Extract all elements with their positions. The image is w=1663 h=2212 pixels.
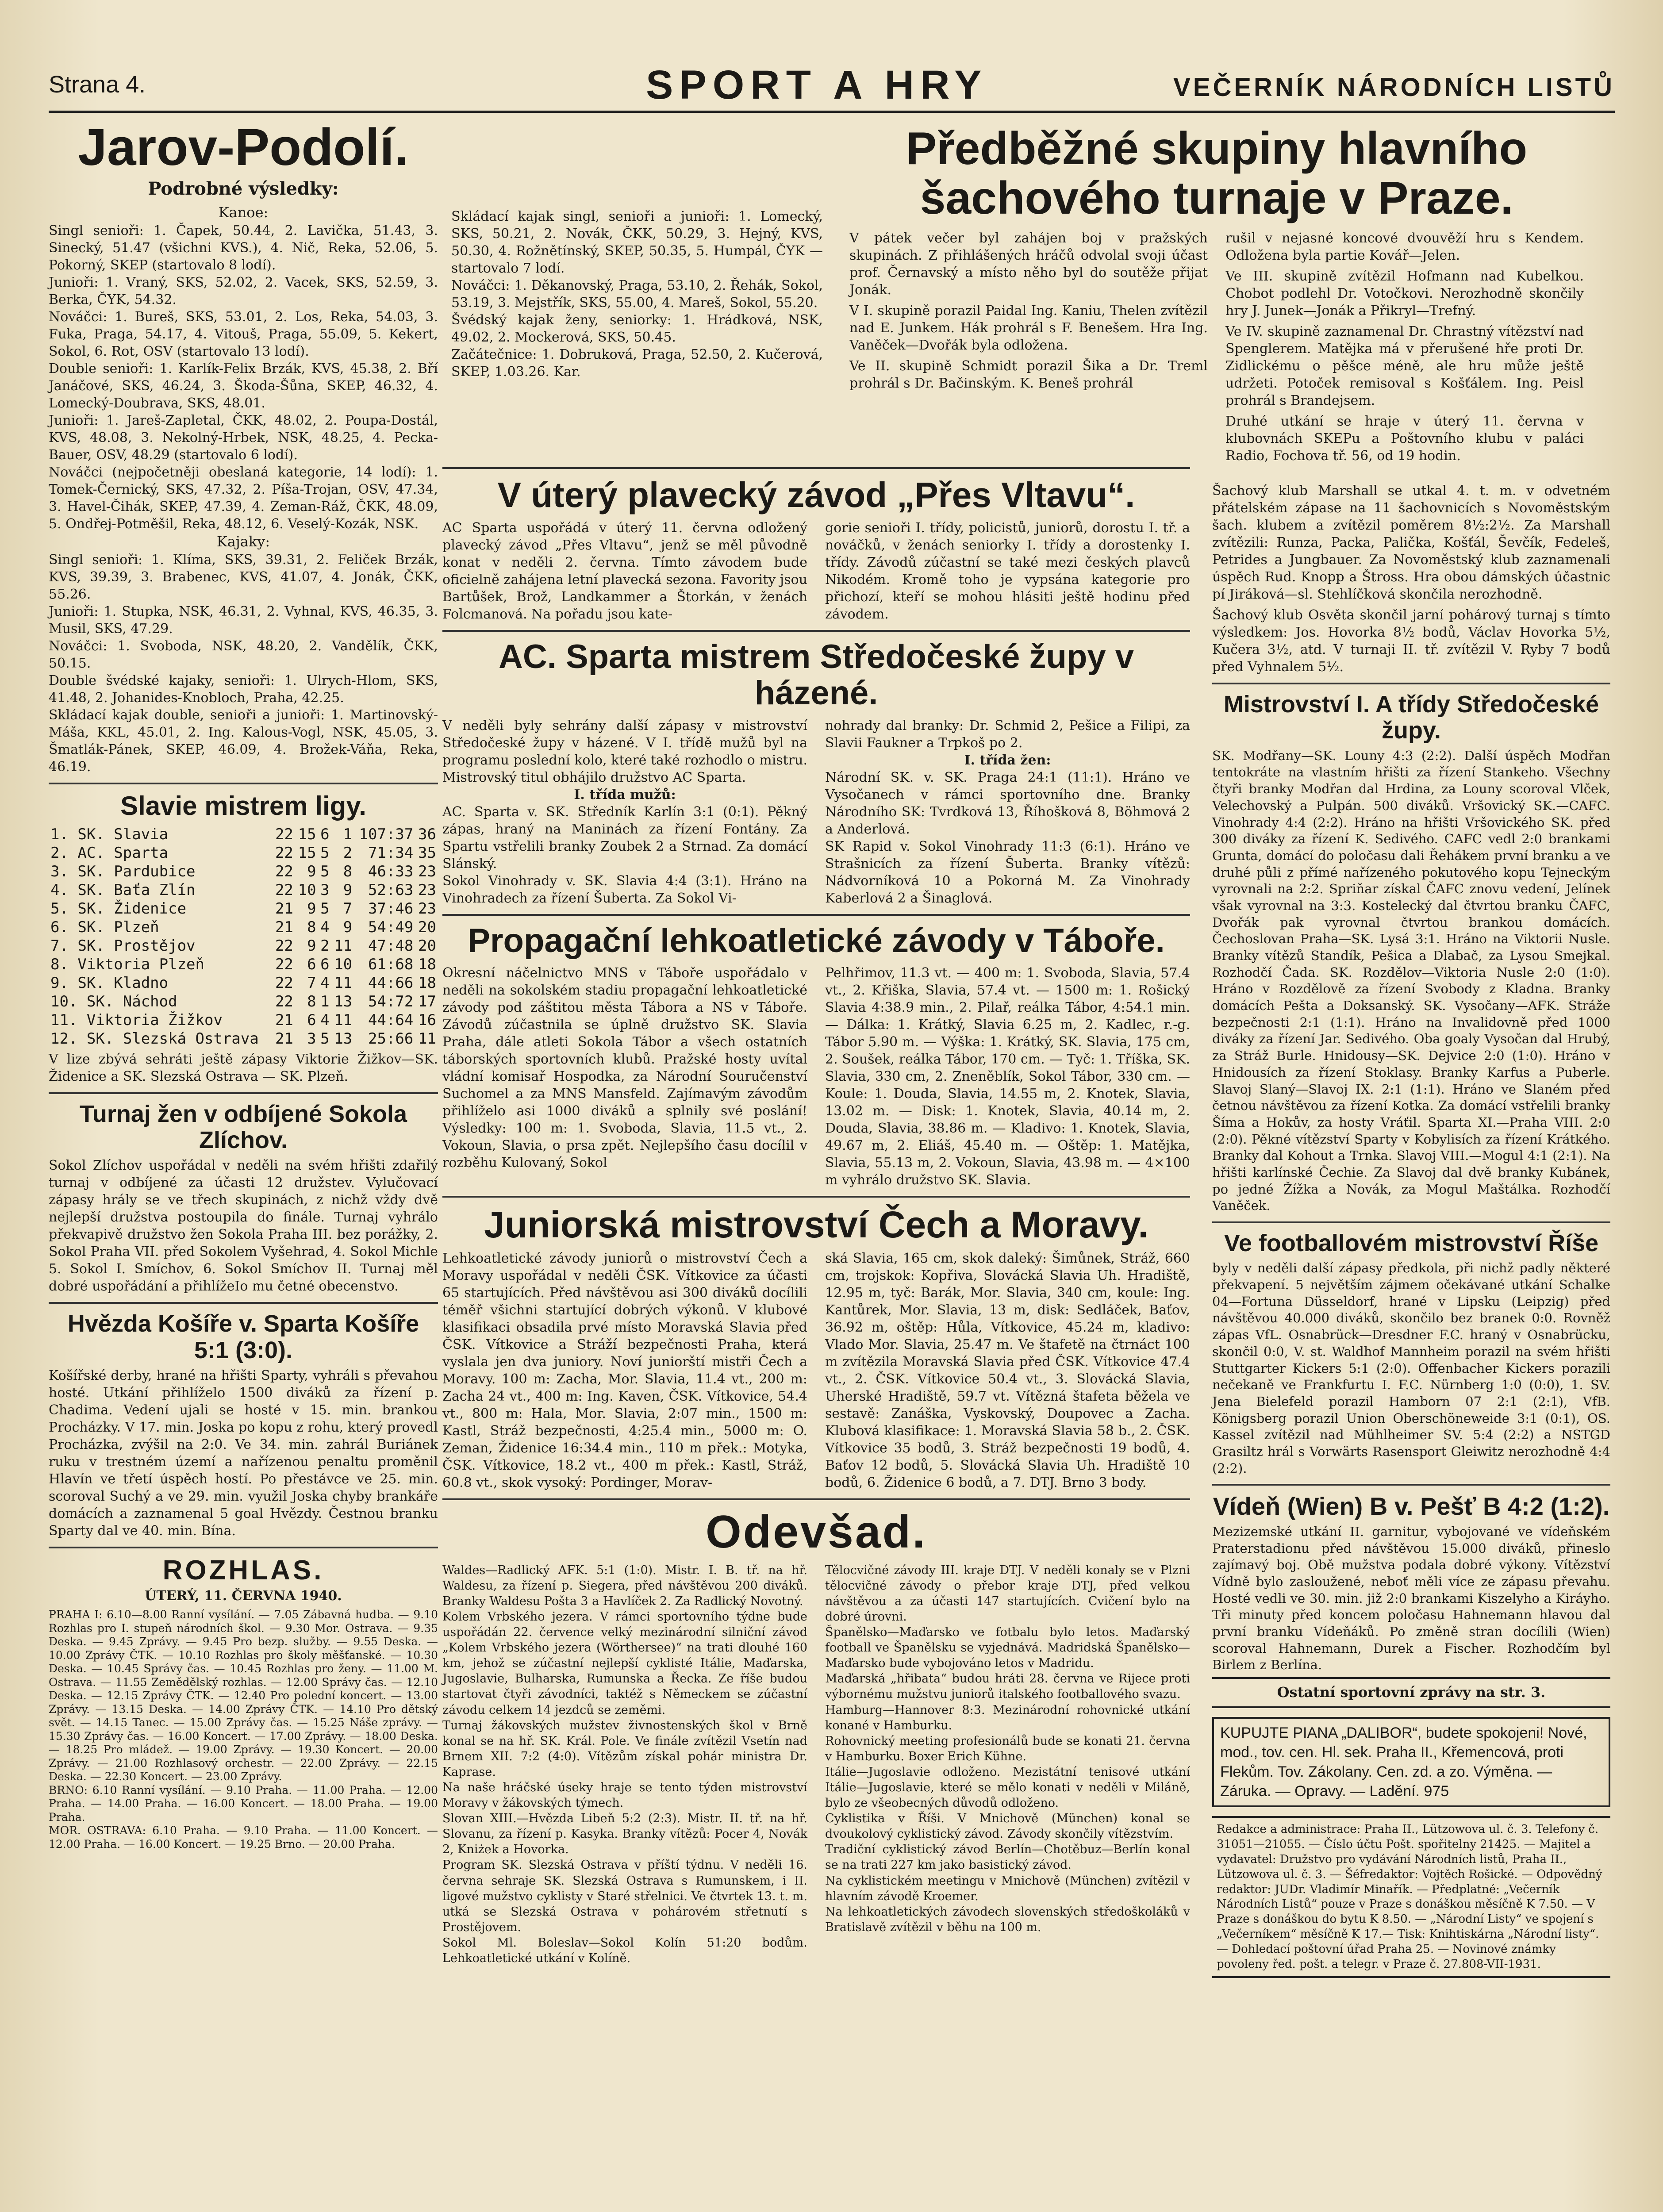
chess-para: Druhé utkání se hraje v úterý 11. června v klubovnách SKEPu a Poštovního klubu v paláci Radio, Fochova tř. 56, od 19 hodin. — [1225, 413, 1584, 464]
jarov-subtitle: Podrobné výsledky: — [148, 178, 339, 200]
hazena-para: nohrady dal branky: Dr. Schmid 2, Pešice a Filipi, za Slavii Faukner a Trpkoš po 2. — [825, 718, 1190, 751]
league-value: 6 — [307, 1011, 316, 1029]
jarov-item: Double švédské kajaky, senioři: 1. Ulrych-Hlom, SKS, 41.48, 2. Johanides-Knobloch, Praha, 42.25. — [49, 672, 438, 706]
league-value: 37:46 — [368, 899, 414, 918]
chess-para: Ve III. skupině zvítězil Hofmann nad Kubelkou. Chobot podlehl Dr. Votočkovi. Nerozhodně skončily hry J. Junek—Jonák a Přikryl—Trefný. — [1225, 268, 1584, 319]
divider — [442, 630, 1190, 632]
league-value: 10 — [334, 955, 353, 973]
tabor-text-a: Okresní náčelnictvo MNS v Táboře uspořádalo v neděli na sokolském stadiu propagační lehkoatletické závody pod záštitou města Tábora a NS v Táboře. Závodů zúčastnila se úplně družstvo SK. Slavia Praha, dále atleti Sokola Tábor a všech ostatních táborských sportovních klubů. Pražské hosty uvítal vládní komisař Hospodka, za Národní Souručenství Suchomel a za MNS Mansfeld. Zajímavým závodům přihlíželo asi 1000 diváků a splnily své poslání! Výsledky: 100 m: 1. Svoboda, Slavia, 11.5 vt., 2. Vokoun, Slavia, o prsa zpět. Nejlepšího času docílil v rozběhu Kulovaný, Sokol — [442, 965, 807, 1171]
turnaj-text: Sokol Zlíchov uspořádal v neděli na svém hřišti zdařilý turnaj v odbíjené za účasti 12 družstev. Vylučovací zápasy hrály se ve třech skupinách, z nichž vždy dvě nejlepší družstva postoupila do finále. Turnaj vyhrálo překvapivě družstvo žen Sokola Praha III. bez porážky, 2. Sokol Praha VII. před Sokolem Vyšehrad, 4. Sokol Michle 5. Sokol I. Smíchov, 6. Sokol Smíchov II. Turnaj měl dobré uspořádání a přihlížeIo mu četné obecenstvo. — [49, 1158, 438, 1294]
league-value: 36 — [418, 825, 436, 843]
odevsad-item: Slovan XIII.—Hvězda Libeň 5:2 (2:3). Mistr. II. tř. na hř. Slovanu, za řízení p. Kasyka. Branky vítězů: Pocer 4, Novák 2, Kniżek a Hovorka. — [442, 1812, 807, 1857]
jarov-item: Kajaky: — [216, 533, 270, 550]
odevsad-item: Tradiční cyklistický závod Berlín—Chotěbuz—Berlín konal se na trati 227 km jako basistický závod. — [825, 1843, 1190, 1872]
mistrovstvi-text: SK. Modřany—SK. Louny 4:3 (2:2). Další úspěch Modřan tentokráte na vlastním hřišti za řízení Stankeho. Všechny čtyři branky Modřan dal Hrdina, za Louny scoroval Vlček, Velechovský a Pulpán. 500 diváků. Vršovický SK.—CAFC. Vinohrady 4:4 (2:2). Hráno na hřišti Vršovického SK. před 300 diváky za řízení K. Sedivého. CAFC vedl 2:0 brankami Grunta, domácí do poločasu dali Řehákem první branku a ve druhé půli z přímé nařízeného pokutového kopu Tejneckým vyrovnali na 2:2. Spriňar získal ČAFC znovu vedení, Jelínek však vyrovnal na 3:3. Kostelecký dal čtvrtou branku ČAFC, Dvořák pak vyrovnal čtvrtou brankou domácích. Čechoslovan Praha—SK. Lysá 3:1. Hráno na Viktorii Nusle. Branky vítězů Standík, Pešica a Dlabač, za Lysou Smejkal. Rozhodčí Čada. SK. Rozdělov—Viktoria Nusle 2:0 (1:0). Hráno v Rozdělově za řízení Svobody z Kladna. Branky domácích Pešta a Doksanský. SK. Vysočany—AFK. Stráže bezpečnosti 2:1 (1:1). Hráno na Invalidovně před 1000 diváky za řízení Jar. Sedivého. Oba goaly Vysočan dal Hrubý, za Stráž Burle. Hnidousy—SK. Dejvice 2:0 (1:0). Hráno v Hnidousích za řízení Stoklasy. Branky Karfus a Puberle. Slavoj Slaný—Slavoj IX. 2:1 (1:1). Hráno ve Slaném před četnou návštěvou za řízení Kotka. Za domácí vstřelili branky Šíma a Hokův, za hosty Vráťil. Sparta XI.—Praha VIII. 2:0 (2:0). Pěkné vítězství Sparty v Kobylisích za řízení Krátkého. Branky dal Kohout a Trnka. Slavoj VIII.—Mogul 4:1 (2:1). Na hřišti karlínské Čechie. Za Slavoj dal dvě branky Kubánek, po jedné Žížka a Novák, za Mogul Maštálka. Rozhodčí Vaněček. — [1212, 748, 1610, 1214]
league-value: 4 — [320, 918, 330, 936]
divider — [49, 1547, 438, 1548]
junior-text-b: ská Slavia, 165 cm, skok daleký: Šimůnek, Stráž, 660 cm, trojskok: Kopřiva, Slovácká Slavia Uh. Hradiště, 12.95 m, tyč: Barák, Mor. Slavia, 340 cm, koule: Ing. Kantůrek, Mor. Slavia, 13 m, disk: Sedláček, Baťov, 36.92 m, oštěp: Hůla, Vítkovice, 45.24 m, kladivo: Vlado Mor. Slavia, 25.47 m. Ve štafetě na čtrnáct 100 m zvítězila Moravská Slavia před ČSK. Vítkovice 47.4 vt., 2. ČSK. Vítkovice 50.4 vt., 3. Slovácká Slavia, Uherské Hradiště, 59.7 vt. Vítězná štafeta běžela ve sestavě: Zanáška, Vyskovský, Doupovec a Zacha. Klubová klasifikace: 1. Moravská Slavia 58 b., 2. ČSK. Vítkovice 35 bodů, 3. Stráž bezpečnosti 19 bodů, 4. Baťov 12 bodů, 5. Slovácká Slavia Uh. Hradiště 10 bodů, 6. Židenice 6 bodů, a 7. DTJ. Brno 3 body. — [825, 1251, 1190, 1491]
chess-para: V I. skupině porazil Paidal Ing. Kaniu, Thelen zvítězil nad E. Junkem. Hák prohrál s F. Benešem. Hra Ing. Vaněček—Dvořák byla odložena. — [849, 303, 1208, 353]
league-value: 15 — [298, 825, 316, 843]
odevsad-item: Tělocvičné závody III. kraje DTJ. V neděli konaly se v Plzni tělocvičné závody o přebor kraje DTJ, před velkou návštěvou a za účasti 147 startujících. Cvičení bylo na dobré úrovni. — [825, 1563, 1190, 1624]
page-header — [49, 62, 1615, 113]
odevsad-item: Kolem Vrbského jezera. V rámci sportovního týdne bude uspořádán 22. července velký mezinárodní silniční závod „Kolem Vrbského jezera (Wörthersee)“ na trati dlouhé 160 km, jehož se zúčastní nejlepší cyklisté Itálie, Maďarska, Jugoslavie, Bulharska, Rumunska a Řecka. Ze říše budou startovat čtyři závodníci, taktéž s Německem se zúčastní závodu celkem 14 jezdců se zeměmi. — [442, 1609, 807, 1717]
league-value: 8 — [343, 862, 353, 880]
chess-section — [849, 124, 1584, 468]
jarov-item: Skládací kajak singl, senioři a junioři: 1. Lomecký, SKS, 50.21, 2. Novák, ČKK, 50.29, 3. Hejný, KVS, 50.30, 4. Rožnětínský, SKEP, 50.35, 5. Humpál, ČYK — startovalo 7 lodí. — [451, 209, 823, 276]
jarov-item: Skládací kajak double, senioři a junioři: 1. Martinovský-Máša, KKL, 45.01, 2. Ing. Kalous-Vogl, NSK, 45.05, 3. Šmatlák-Pánek, SKEP, 46.09, 4. Brožek-Váňa, Reka, 46.19. — [49, 707, 438, 775]
league-value: 23 — [418, 881, 436, 899]
divider — [49, 783, 438, 784]
odevsad-item: Hamburg—Hannover 8:3. Mezinárodní rohovnické utkání konané v Hamburku. — [825, 1703, 1190, 1732]
plavecky-text-a: AC Sparta uspořádá v úterý 11. června odložený plavecký závod „Přes Vltavu“, jenž se měl původně konat v neděli 2. června. Tímto závodem bude oficielně zahájena letní plavecká sezona. Favority jsou Bartůšek, Brož, Landkammer a Štorkán, v ženách Folcmanová. Na pořadu jsou kate- — [442, 520, 807, 622]
rise-title: Ve footballovém mistrovství Říše — [1224, 1230, 1599, 1257]
league-value: 11 — [334, 937, 353, 955]
odevsad-item: Waldes—Radlický AFK. 5:1 (1:0). Mistr. I. B. tř. na hř. Waldesu, za řízení p. Siegera, před návštěvou 200 diváků. Branky Waldesu Pošta 3 a Havlíček 2. Za Radlický Novotný. — [442, 1563, 807, 1608]
league-team: 8. Viktoria Plzeň — [50, 955, 204, 973]
league-team: 4. SK. Baťa Zlín — [50, 881, 196, 899]
hazena-para: V neděli byly sehrány další zápasy v mistrovství Středočeské župy v házené. V I. třídě mužů byl na programu poslední kolo, které také rozhodlo o mistru. Mistrovský titul obhájilo družstvo AC Sparta. — [442, 718, 807, 785]
league-value: 10 — [298, 881, 316, 899]
chess-title: Předběžné skupiny hlavního šachového turnaje v Praze. — [906, 123, 1528, 224]
league-value: 22 — [275, 955, 293, 973]
league-value: 25:66 — [368, 1029, 414, 1048]
league-value: 22 — [275, 937, 293, 955]
jarov-item: Singl senioři: 1. Klíma, SKS, 39.31, 2. Feliček Brzák, KVS, 39.39, 3. Brabenec, KVS, 41.07, 4. Jonák, ČKK, 55.26. — [49, 552, 438, 602]
league-value: 3 — [307, 1029, 316, 1048]
junior-text-a: Lehkoatletické závody juniorů o mistrovství Čech a Moravy uspořádal v neděli ČSK. Vítkovice za účasti 65 startujících. Před návštěvou asi 300 diváků docílili téměř všichni startující dobrých výkonů. V klubové klasifikaci obsadila prvé místo Moravská Slavia před ČSK. Vítkovice a Stráží bezpečnosti Praha, která vyslala jen dva juniory. Noví juniorští mistři Čech a Moravy. 100 m: Zacha, Mor. Slavia, 11.4 vt., 200 m: Zacha 24 vt., 400 m: Ing. Kaven, ČSK. Vítkovice, 54.4 vt., 800 m: Hala, Mor. Slavia, 2:07 min., 1500 m: Kastl, Stráž bezpečnosti, 4:25.4 min., 5000 m: O. Zeman, Židenice 16:34.4 min., 110 m přek.: Motyka, ČSK. Vítkovice, 18.2 vt., 400 m přek.: Kastl, Stráž, 60.8 vt., skok vysoký: Pordinger, Morav- — [442, 1251, 807, 1491]
league-row — [49, 862, 438, 881]
piano-ad: KUPUJTE PIANA „DALIBOR“, budete spokojeni! Nové, mod., tov. cen. Hl. sek. Praha II., Křemencová, proti Flekům. Tov. Zákolany. Cen. zd. a zo. Výměna. — Záruka. — Opravy. — Ladění. 975 — [1212, 1717, 1610, 1808]
league-value: 21 — [275, 918, 293, 936]
hazena-subhead: I. třída mužů: — [574, 787, 676, 803]
junior-title: Juniorská mistrovství Čech a Moravy. — [484, 1203, 1148, 1245]
league-value: 17 — [418, 992, 436, 1010]
divider — [442, 1498, 1190, 1500]
divider — [1212, 1221, 1610, 1223]
jarov-item: Double senioři: 1. Karlík-Felix Brzák, KVS, 45.38, 2. Bří Janáčové, SKS, 46.24, 3. Škoda-Šůna, SKEP, 46.32, 4. Lomecký-Doubrava, SKS, 48.01. — [49, 361, 438, 411]
jarov-item: Nováčci: 1. Děkanovský, Praga, 53.10, 2. Řehák, Sokol, 53.19, 3. Mejstřík, SKS, 55.00, 4. Mareš, Sokol, 55.20. — [451, 278, 823, 311]
league-value: 21 — [275, 899, 293, 918]
imprint: Redakce a administrace: Praha II., Lützowova ul. č. 3. Telefony č. 31051—21055. — Číslo účtu Pošt. spořitelny 21425. — Majitel a vydavatel: Družstvo pro vydávání Národních listů, Praha II., Lützowova ul. č. 3. — Šéfredaktor: Vojtěch Rošické. — Odpovědný redaktor: JUDr. Vladimír Minařík. — Předplatné: „Večerník Národních Listů“ pouze v Praze s donáškou měsíčně K 7.50. — V Praze s donáškou do bytu K 8.50. — „Národní Listy“ ve spojení s „Večerníkem“ měsíčně K 17.— Tisk: Knihtiskárna „Národní listy“. — Dohledací poštovní úřad Praha 25. — Novinové známky povoleny řed. pošt. a telegr. v Praze č. 27.808-VII-1931. — [1212, 1816, 1610, 1978]
rozhlas-title: ROZHLAS. — [162, 1555, 324, 1586]
odevsad-item: Sokol Ml. Boleslav—Sokol Kolín 51:20 bodům. Lehkoatletické utkání v Kolíně. — [442, 1936, 807, 1965]
league-value: 22 — [275, 992, 293, 1010]
odevsad-title: Odevšad. — [705, 1506, 927, 1558]
chess-col-a — [849, 230, 1208, 468]
league-value: 23 — [418, 899, 436, 918]
rise-text: byly v neděli další zápasy předkola, při nichž padly některé překvapení. 5 největším zájmem očekávané utkání Schalke 04—Fortuna Düsseldorf, hrané v Lipsku (Leipzig) před návštěvou 40.000 diváků, skončilo bez branek 0:0. Rovněž zápas VfL. Osnabrück—Dresdner F.C. hraný v Osnabrücku, skončil 0:0, V. st. Waldhof Mannheim porazil na svém hřišti Stuttgarter Kickers 5:1 (2:0). Offenbacher Kickers porazili nečekaně ve Frankfurtu I. F.C. Nürnberg 1:0 (0:0), 1. SV. Jena Bielefeld porazil Hamborn 07 2:1 (2:1), VfB. Königsberg porazil Union Oberschöneweide 3:1 (0:1), OS. Kassel zvítězil nad Mühlheimer SV. 5:4 (2:2) a NSTGD Grasiltz hrál s Vorwärts Rasensport Gleiwitz nerozhodně 4:4 (2:2). — [1212, 1260, 1610, 1476]
plavecky-text-b: gorie senioři I. třídy, policistů, juniorů, dorostu I. tř. a nováčků, v ženách seniorky I. třídy a dorostenky I. třídy. Závodů zúčastní se také mezi českých plavců Nikodém. Kromě toho je vypsána kategorie pro přichozí, kteří se mohou hlásiti ještě hodinu před závodem. — [825, 520, 1190, 622]
jarov-item: Junioři: 1. Stupka, NSK, 46.31, 2. Vyhnal, KVS, 46.35, 3. Musil, SKS, 47.29. — [49, 603, 438, 637]
league-row — [49, 937, 438, 955]
league-value: 5 — [320, 862, 330, 880]
league-value: 2 — [320, 937, 330, 955]
league-team: 11. Viktoria Žižkov — [50, 1011, 223, 1029]
league-value: 22 — [275, 862, 293, 880]
section-title: SPORT A HRY — [646, 62, 988, 108]
right-column — [1212, 482, 1610, 1978]
league-value: 7 — [343, 899, 353, 918]
tabor-columns — [442, 964, 1190, 1189]
chess-columns — [849, 230, 1584, 468]
hazena-columns — [442, 717, 1190, 907]
league-team: 10. SK. Náchod — [50, 992, 177, 1010]
league-value: 22 — [275, 974, 293, 992]
odevsad-item: Itálie—Jugoslavie odloženo. Mezistátní tenisové utkání Itálie—Jugoslavie, které se mělo konati v neděli v Miláně, bylo ze všeobecných důvodů odloženo. — [825, 1765, 1190, 1810]
hazena-para: AC. Sparta v. SK. Středník Karlín 3:1 (0:1). Pěkný zápas, hraný na Maninách za řízení Fontány. Za Spartu vstřelili branky Zoubek 2 a Strnad. Za domácí Slánský. — [442, 804, 807, 872]
odevsad-item: Na lehkoatletických závodech slovenských středoškoláků v Bratislavě zvítězil v běhu na 100 m. — [825, 1905, 1190, 1934]
middle-section — [442, 460, 1190, 1966]
hvezda-text: Košířské derby, hrané na hřišti Sparty, vyhráli s převahou hosté. Utkání přihlíželo 1500 diváků za řízení p. Chadima. Vedení ujali se hosté v 15. min. brankou Procházky. V 17. min. Joska po kopu z rohu, který provedl Procházka, zvýšil na 2:0. Ve 34. min. zahrál Buriánek ruku v trestném území a nařízenou penaltu proměnil Hlavín ve třetí úspěch hostí. Po přestávce ve 25. min. scoroval Suchý a ve 29. min. využil Joska chyby brankáře domácích a zaznamenal 5 goal Hvězdy. Čestnou branku Sparty dal ve 40. min. Bína. — [49, 1368, 438, 1539]
plavecky-columns — [442, 519, 1190, 623]
hazena-para: SK Rapid v. Sokol Vinohrady 11:3 (6:1). Hráno ve Strašnicích za řízení Šuberta. Branky vítězů: Nádvorníková 10 a Pokorná M. Za Vinohrady Kaberlová 2 a Šinaglová. — [825, 838, 1190, 906]
league-team: 6. SK. Plzeň — [50, 918, 159, 936]
odevsad-item: Španělsko—Maďarsko ve fotbalu bylo letos. Maďarský football ve Španělsku se vyjednává. Madridská Španělsko—Maďarsko bude vybojováno letos v Madridu. — [825, 1625, 1190, 1671]
league-value: 18 — [418, 955, 436, 973]
league-value: 16 — [418, 1011, 436, 1029]
jarov-item: Kanoe: — [218, 204, 269, 221]
league-value: 21 — [275, 1011, 293, 1029]
jarov-item: Nováčci (nejpočetněji obeslaná kategorie, 14 lodí): 1. Tomek-Černický, SKS, 47.32, 2. Píša-Trojan, OSV, 47.34, 3. Havel-Čihák, SKEP, 47.39, 4. Zeman-Ráž, ČKK, 48.09, 5. Ondřej-Potměšil, Reka, 48.12, 6. Veselý-Kozák, NSK. — [49, 465, 438, 532]
league-team: 9. SK. Kladno — [50, 974, 169, 992]
rozhlas-date: ÚTERÝ, 11. ČERVNA 1940. — [145, 1588, 342, 1604]
osveta-text: Šachový klub Osvěta skončil jarní pohárový turnaj s tímto výsledkem: Jos. Hovorka 8½ bodů, Václav Hovorka 5½, Kučera 3½, atd. V turnaji II. tř. zvítězil V. Ryby 7 bodů před Vyhnalem 5½. — [1212, 607, 1610, 675]
viden-text: Mezizemské utkání II. garnitur, vybojované ve vídeňském Praterstadionu před návštěvou 15.000 diváků, přineslo zajímavý boj. Obě mužstva podala dobré výkony. Vítězství Vídně bylo zasloužené, neboť měli více ze zápasu převahu. Hosté vedli ve 30. min. již 2:0 brankami Kiszelyho a Kiráyho. Tři minuty před koncem poločasu Hahnemann hlavou dal první branku Vídeňáků. Po změně stran docílili (Wien) scoroval Hahnemann, Durek a Fischer. Rozhodčím byl Birlem z Berlína. — [1212, 1524, 1610, 1673]
left-column — [49, 119, 438, 1851]
league-value: 6 — [320, 825, 330, 843]
divider — [1212, 1484, 1610, 1486]
league-value: 11 — [418, 1029, 436, 1048]
league-row — [49, 974, 438, 992]
league-value: 2 — [343, 844, 353, 862]
divider — [1212, 683, 1610, 684]
jarov-item: Junioři: 1. Vraný, SKS, 52.02, 2. Vacek, SKS, 52.59, 3. Berka, ČYK, 54.32. — [49, 275, 438, 308]
hazena-title: AC. Sparta mistrem Středočeské župy v házené. — [498, 638, 1134, 712]
league-team: 7. SK. Prostějov — [50, 937, 196, 955]
league-row — [49, 844, 438, 862]
league-team: 12. SK. Slezská Ostrava — [50, 1029, 259, 1048]
league-value: 61:68 — [368, 955, 414, 973]
odevsad-item: Program SK. Slezská Ostrava v příští týdnu. V neděli 16. června sehraje SK. Slezská Ostrava s Rumunskem, i II. ligové mužstvo cyklisty v Staré střelnici. Ve čtvrtek 13. t. m. utká se Slezská Ostrava v pohárovém střetnutí s Prostějovem. — [442, 1858, 807, 1934]
league-value: 7 — [307, 974, 316, 992]
tabor-title: Propagační lehkoatletické závody v Táboře. — [468, 922, 1165, 960]
league-value: 44:64 — [368, 1011, 414, 1029]
league-row — [49, 899, 438, 918]
league-value: 9 — [307, 937, 316, 955]
divider — [442, 1196, 1190, 1198]
league-team: 1. SK. Slavia — [50, 825, 169, 843]
league-value: 1 — [343, 825, 353, 843]
league-value: 52:63 — [368, 881, 414, 899]
league-value: 5 — [320, 899, 330, 918]
odevsad-item: Rohovnický meeting profesionálů bude se konati 21. června v Hamburku. Boxer Erich Kühne. — [825, 1734, 1190, 1763]
jarov-results-a — [49, 204, 438, 775]
rozhlas-ostrava: MOR. OSTRAVA: 6.10 Praha. — 9.10 Praha. — 11.00 Koncert. — 12.00 Praha. — 16.00 Koncert. — 19.25 Brno. — 20.00 Praha. — [49, 1824, 438, 1851]
league-value: 15 — [298, 844, 316, 862]
league-value: 8 — [307, 918, 316, 936]
mistrovstvi-title: Mistrovství I. A třídy Středočeské župy. — [1223, 691, 1599, 744]
league-value: 5 — [320, 1029, 330, 1048]
odevsad-item: Maďarská „hřibata“ budou hráti 28. června ve Rijece proti výbornému mužstvu juniorů italského footballového svazu. — [825, 1672, 1190, 1701]
league-value: 1 — [320, 992, 330, 1010]
odevsad-columns — [442, 1563, 1190, 1966]
league-value: 9 — [343, 881, 353, 899]
league-value: 9 — [307, 862, 316, 880]
league-team: 5. SK. Židenice — [50, 899, 187, 918]
league-value: 23 — [418, 862, 436, 880]
league-value: 4 — [320, 1011, 330, 1029]
viden-title: Vídeň (Wien) B v. Pešť B 4:2 (1:2). — [1213, 1492, 1610, 1521]
chess-para: rušil v nejasné koncové dvouvěží hru s Kendem. Odložena byla partie Kovář—Jelen. — [1225, 230, 1584, 263]
odevsad-item: Turnaj žákovských mužstev živnostenských škol v Brně konal se na hř. SK. Král. Pole. Ve finále zvítězil Vsetín nad Brnem XII. 7:2 (4:0). Vítězům získal pohár ministra Dr. Kaprase. — [442, 1718, 807, 1779]
league-team: 2. AC. Sparta — [50, 844, 169, 862]
divider — [442, 467, 1190, 469]
jarov-item: Nováčci: 1. Bureš, SKS, 53.01, 2. Los, Reka, 54.03, 3. Fuka, Praga, 54.17, 4. Vitouš, Praga, 55.09, 5. Kekert, Sokol, 6. Rot, OSV (startovalo 13 lodí). — [49, 309, 438, 360]
league-note: V lize zbývá sehráti ještě zápasy Viktorie Žižkov—SK. Židenice a SK. Slezská Ostrava — SK. Plzeň. — [49, 1051, 438, 1084]
jarov-item: Začátečnice: 1. Dobruková, Praga, 52.50, 2. Kučerová, SKEP, 1.03.26. Kar. — [451, 347, 823, 380]
rozhlas-brno: BRNO: 6.10 Ranní vysílání. — 9.10 Praha. — 11.00 Praha. — 12.00 Praha. — 14.00 Praha. — 16.00 Koncert. — 18.00 Praha. — 19.00 Praha. — [49, 1783, 438, 1824]
league-value: 3 — [320, 881, 330, 899]
odevsad-item: Na cyklistickém meetingu v Mnichově (München) zvítězil v hlavním závodě Kroemer. — [825, 1874, 1190, 1903]
league-value: 35 — [418, 844, 436, 862]
divider — [442, 914, 1190, 916]
league-value: 21 — [275, 1029, 293, 1048]
hazena-para: Sokol Vinohrady v. SK. Slavia 4:4 (3:1). Hráno na Vinohradech za řízení Šuberta. Za Sokol Vi- — [442, 873, 807, 906]
league-value: 9 — [343, 918, 353, 936]
league-row — [49, 955, 438, 974]
jarov-title: Jarov-Podolí. — [78, 118, 409, 177]
other-news-note: Ostatní sportovní zprávy na str. 3. — [1212, 1677, 1610, 1708]
hazena-para: Národní SK. v. SK. Praga 24:1 (11:1). Hráno ve Vysočanech v rámci sportovního dne. Branky Národního SK: Tvrdková 13, Říhošková 8, Böhmová 2 a Anderlová. — [825, 769, 1190, 837]
slavie-title: Slavie mistrem ligy. — [120, 791, 366, 821]
league-value: 6 — [320, 955, 330, 973]
league-row — [49, 992, 438, 1011]
league-value: 13 — [334, 1029, 353, 1048]
league-row — [49, 1029, 438, 1048]
league-value: 44:66 — [368, 974, 414, 992]
league-value: 20 — [418, 937, 436, 955]
league-value: 6 — [307, 955, 316, 973]
league-value: 5 — [320, 844, 330, 862]
league-team: 3. SK. Pardubice — [50, 862, 196, 880]
league-value: 11 — [334, 974, 353, 992]
paper-name: VEČERNÍK NÁRODNÍCH LISTŮ — [1173, 73, 1615, 102]
league-value: 22 — [275, 825, 293, 843]
league-row — [49, 825, 438, 844]
page-number: Strana 4. — [49, 71, 146, 98]
chess-para: Ve II. skupině Schmidt porazil Šika a Dr. Treml prohrál s Dr. Bačinským. K. Beneš prohrál — [849, 358, 1208, 391]
league-value: 47:48 — [368, 937, 414, 955]
league-value: 20 — [418, 918, 436, 936]
league-row — [49, 1011, 438, 1029]
league-value: 107:37 — [359, 825, 414, 843]
jarov-item: Nováčci: 1. Svoboda, NSK, 48.20, 2. Vandělík, ČKK, 50.15. — [49, 638, 438, 671]
league-value: 4 — [320, 974, 330, 992]
jarov-item: Švédský kajak ženy, seniorky: 1. Hrádková, NSK, 49.02, 2. Mockerová, SKS, 50.45. — [451, 312, 823, 345]
league-value: 13 — [334, 992, 353, 1010]
league-value: 46:33 — [368, 862, 414, 880]
turnaj-title: Turnaj žen v odbíjené Sokola Zlíchov. — [79, 1100, 407, 1154]
hvezda-title: Hvězda Košíře v. Sparta Košíře 5:1 (3:0). — [67, 1310, 419, 1363]
league-row — [49, 881, 438, 899]
jarov-item: Singl senioři: 1. Čapek, 50.44, 2. Lavička, 51.43, 3. Sinecký, 51.47 (všichni KVS.), 4. Nič, Reka, 52.06, 5. Pokorný, SKEP (startovalo 8 lodí). — [49, 223, 438, 273]
league-value: 71:34 — [368, 844, 414, 862]
league-value: 22 — [275, 844, 293, 862]
league-value: 8 — [307, 992, 316, 1010]
league-value: 54:72 — [368, 992, 414, 1010]
divider — [49, 1092, 438, 1094]
league-value: 18 — [418, 974, 436, 992]
odevsad-item: Cyklistika v Říši. V Mnichově (München) konal se dvoukolový cyklistický závod. Závody skončily vítězstvím. — [825, 1812, 1190, 1841]
league-value: 22 — [275, 881, 293, 899]
jarov-continuation — [451, 208, 823, 380]
junior-columns — [442, 1250, 1190, 1491]
league-value: 54:49 — [368, 918, 414, 936]
league-table — [49, 825, 438, 1048]
chess-para: Ve IV. skupině zaznamenal Dr. Chrastný vítězství nad Spenglerem. Matějka má v přerušené hře proti Dr. Zidlickému o pěšce méně, ale hru může ještě udržeti. Potoček remisoval s Košťálem. Ing. Peisl prohrál s Brandejsem. — [1225, 323, 1584, 408]
league-row — [49, 918, 438, 937]
jarov-item: Junioři: 1. Jareš-Zapletal, ČKK, 48.02, 2. Poupa-Dostál, KVS, 48.08, 3. Nekolný-Hrbek, NSK, 48.25, 4. Pecka-Bauer, OSV, 48.29 (startovalo 6 lodí). — [49, 413, 438, 463]
plavecky-title: V úterý plavecký závod „Přes Vltavu“. — [497, 475, 1135, 515]
rozhlas-praha: PRAHA I: 6.10—8.00 Ranní vysílání. — 7.05 Zábavná hudba. — 9.10 Rozhlas pro I. stupeň národních škol. — 9.30 Mor. Ostrava. — 9.35 Deska. — 9.45 Zprávy. — 9.45 Pro bezp. služby. — 9.55 Deska. — 10.00 Zprávy ČTK. — 10.10 Rozhlas pro školy měšťanské. — 10.30 Deska. — 10.45 Správy čas. — 10.45 Rozhlas pro ženy. — 11.00 M. Ostrava. — 11.55 Zemědělský rozhlas. — 12.00 Správy čas. — 12.10 Deska. — 12.15 Zprávy ČTK. — 12.40 Pro polední koncert. — 13.00 Zprávy. — 13.15 Deska. — 14.00 Zprávy ČTK. — 14.10 Pro dětský svět. — 14.15 Tanec. — 15.00 Zprávy čas. — 15.25 Náše zprávy. — 15.30 Zprávy čas. — 16.00 Koncert. — 17.00 Zprávy. — 18.00 Deska. — 18.25 Pro mládež. — 19.00 Zprávy. — 19.30 Koncert. — 20.00 Zprávy. — 21.00 Rozhlasový orchestr. — 22.00 Zprávy. — 22.15 Deska. — 22.30 Koncert. — 23.00 Zprávy. — [49, 1608, 438, 1783]
odevsad-item: Na naše hráčské úseky hraje se tento týden mistrovství Moravy v žákovských týmech. — [442, 1780, 807, 1810]
tabor-text-b: Pelhřimov, 11.3 vt. — 400 m: 1. Svoboda, Slavia, 57.4 vt., 2. Křiška, Slavia, 57.4 vt. — 1500 m: 1. Rošický Slavia 4:38.9 min., 2. Pilař, reálka Tábor, 4:54.1 min. — Dálka: 1. Krátký, Slavia 6.25 m, 2. Kadlec, r.-g. Tábor 5.90 m. — Výška: 1. Krátký, SK. Slavia, 175 cm, 2. Soušek, reálka Tábor, 170 cm. — Tyč: 1. Tříška, SK. Slavia, 330 cm, 2. Zneněblík, Sokol Tábor, 330 cm. — Koule: 1. Douda, Slavia, 14.55 m, 2. Knotek, Slavia, 13.02 m. — Disk: 1. Knotek, Slavia, 40.14 m, 2. Douda, Slavia, 38.86 m. — Kladivo: 1. Knotek, Slavia, 49.67 m, 2. Eliáš, 45.40 m. — Oštěp: 1. Matějka, Slavia, 55.13 m, 2. Vokoun, Slavia, 43.98 m. — 4×100 m vyhrálo družstvo SK. Slavia. — [825, 965, 1190, 1188]
league-value: 9 — [307, 899, 316, 918]
marshall-text: Šachový klub Marshall se utkal 4. t. m. v odvetném přátelském zápase na 11 šachovnicích s Novoměstským šach. klubem a zvítězil poměrem 8½:2½. Za Marshall zvítězili: Runza, Packa, Palička, Košťál, Ševčík, Fedeleš, Petrides a Jungbauer. Za Novoměstský klub zaznamenali úspěch Rud. Knopp a Štross. Hra obou dámských účastnic pí Jiráková—sl. Stehlíčková skončila nerozhodně. — [1212, 483, 1610, 602]
hazena-subhead: I. třída žen: — [964, 752, 1051, 768]
league-value: 11 — [334, 1011, 353, 1029]
chess-col-b — [1225, 230, 1584, 468]
divider — [49, 1302, 438, 1304]
chess-para: V pátek večer byl zahájen boj v pražských skupinách. Z přihlášených hráčů odvolal svoji účast prof. Černavský a místo něho byl do soutěže přijat Jonák. — [849, 230, 1208, 298]
